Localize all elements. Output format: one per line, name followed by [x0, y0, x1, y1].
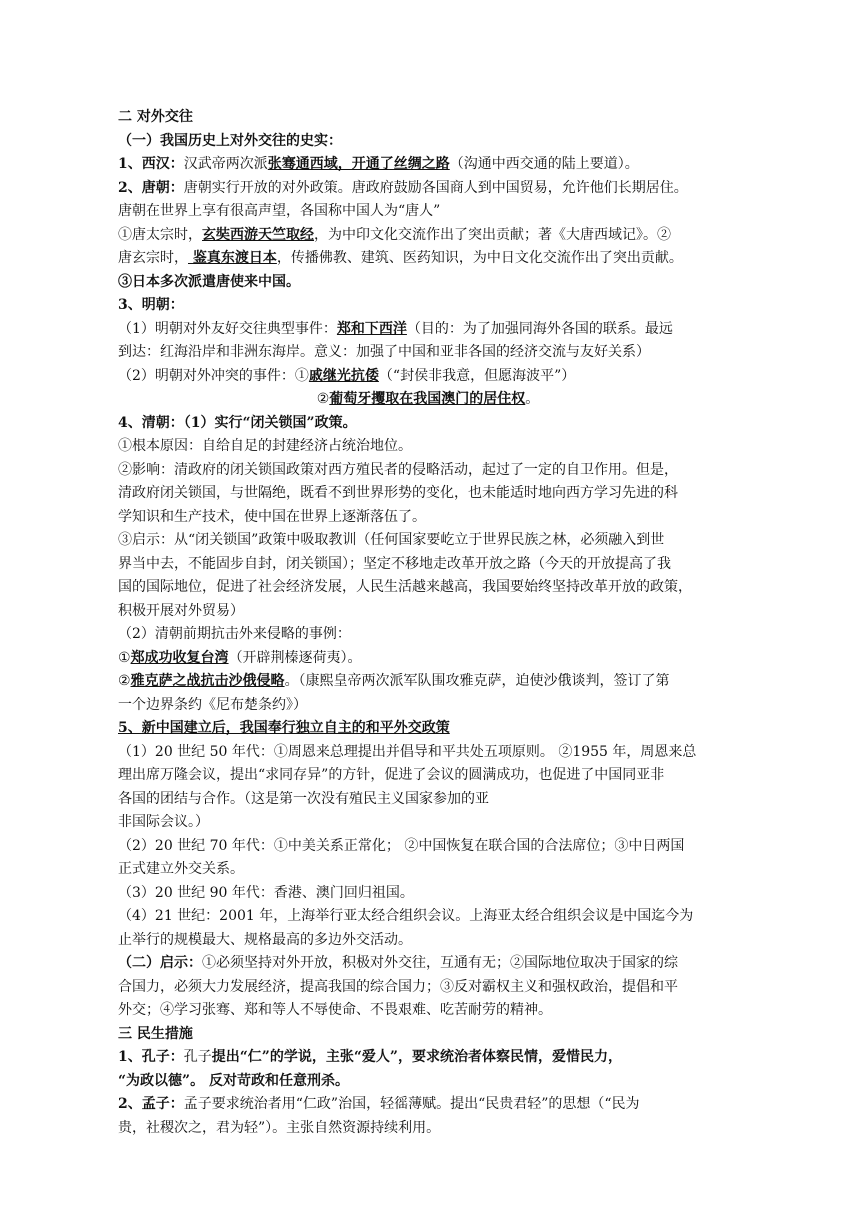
keyword-qi-jiguang: 戚继光抗倭	[308, 367, 379, 384]
text: （2）明朝对外冲突的事件：①	[118, 367, 309, 384]
paragraph-enlightenment	[118, 952, 738, 976]
text-line: 到达：红海沿岸和非洲东海岸。意义：加强了中国和亚非各国的经济交流与友好关系）	[118, 344, 650, 360]
text: 提出“仁”的学说，主张“爱人”，要求统治者体察民情，爱惜民力，	[211, 1049, 622, 1065]
keyword-zhang-qian: 张骞通西域，开通了丝绸之路	[267, 156, 450, 172]
text-line: 一个边界条约《尼布楚条约》）	[118, 696, 307, 713]
keyword-xuanzang: 玄奘西游天竺取经	[202, 226, 314, 243]
text-line: 积极开展对外贸易）	[118, 602, 244, 619]
text-line: ③启示：从“闭关锁国”政策中吸取教训（任何国家要屹立于世界民族之林，必须融入到世	[118, 532, 665, 548]
text: （沟通中西交通的陆上要道）。	[449, 156, 639, 172]
keyword-zheng-he: 郑和下西洋	[336, 320, 407, 337]
text-line: 合国力，必须大力发展经济，提高我国的综合国力；③反对霸权主义和强权政治，提倡和平	[118, 978, 678, 995]
text-line: 唐朝在世界上享有很高声望，各国称中国人为“唐人”	[118, 203, 441, 219]
heading-new-china: 5、新中国建立后，我国奉行独立自主的和平外交政策	[118, 720, 450, 736]
text-line: 清政府闭关锁国，与世隔绝，既看不到世界形势的变化，也未能适时地向西方学习先进的科	[118, 485, 678, 501]
text-line: ③日本多次派遣唐使来中国。	[118, 273, 300, 290]
text-line: （3）20 世纪 90 年代：香港、澳门回归祖国。	[118, 884, 414, 901]
text: 唐朝实行开放的对外政策。唐政府鼓励各国商人到中国贸易，允许他们长期居住。	[183, 179, 688, 196]
keyword-zheng-chenggong: 郑成功收复台湾	[130, 649, 229, 666]
text-line: 各国的团结与合作。（这是第一次没有殖民主义国家参加的亚	[118, 790, 489, 807]
text: 孟子要求统治者用“仁政”治国，轻徭薄赋。提出“民贵君轻”的思想（“民为	[183, 1096, 640, 1112]
text-line	[118, 647, 738, 671]
text: 唐玄宗时，	[118, 250, 188, 266]
text: （开辟荆榛逐荷夷）。	[228, 649, 362, 666]
text: ，传播佛教、建筑、医药知识，为中日文化交流作出了突出贡献。	[276, 250, 683, 266]
text-line: ②影响：清政府的闭关锁国政策对西方殖民者的侵略活动，起过了一定的自卫作用。但是，	[118, 461, 678, 478]
text: 。（康熙皇帝两次派军队围攻雅克萨，迫使沙俄谈判，签订了第	[284, 673, 670, 689]
text: （目的：为了加强同海外各国的联系。最远	[406, 320, 673, 337]
section-title-foreign-relations: 二 对外交往	[118, 109, 193, 125]
paragraph-mencius	[118, 1093, 738, 1117]
text: 孔子	[183, 1049, 212, 1065]
text-line: ①根本原因：自给自足的封建经济占统治地位。	[118, 438, 412, 454]
text-line	[118, 247, 738, 271]
text: ②	[316, 391, 330, 407]
keyword-jianzhen: 鉴真东渡日本	[188, 250, 277, 266]
text-line: 正式建立外交关系。	[118, 861, 244, 877]
text-line: （2）清朝前期抗击外来侵略的事例：	[118, 626, 351, 642]
text-line: 国的国际地位，促进了社会经济发展，人民生活越来越高，我国要始终坚持改革开放的政策，	[118, 579, 692, 595]
text-line	[118, 318, 738, 342]
paragraph-tang	[118, 177, 738, 201]
heading-mencius: 2、孟子：	[118, 1096, 184, 1112]
text-line: 理出席万隆会议，提出“求同存异”的方针，促进了会议的圆满成功，也促进了中国同亚非	[118, 767, 665, 783]
section-title-livelihood: 三 民生措施	[118, 1025, 193, 1042]
text: 汉武帝两次派	[183, 156, 268, 172]
text: （“封侯非我意，但愿海波平”）	[378, 367, 576, 384]
subsection-title-history: （一）我国历史上对外交往的史实：	[118, 132, 342, 149]
text: ，为中印文化交流作出了突出贡献；著《大唐西域记》。②	[314, 226, 671, 243]
heading-confucius: 1、孔子：	[118, 1049, 184, 1065]
heading-ming: 3、明朝：	[118, 297, 184, 313]
text-line: 止举行的规模最大、规格最高的多边外交活动。	[118, 931, 412, 948]
subheading-closed-door: （1）实行“闭关锁国”政策。	[183, 414, 357, 431]
heading-western-han: 1、西汉：	[118, 156, 184, 172]
text: ②	[118, 673, 131, 689]
text: ①	[118, 649, 131, 666]
text-line: 贵，社稷次之，君为轻”）。主张自然资源持续利用。	[118, 1119, 441, 1136]
text-line	[118, 365, 738, 389]
text-line	[118, 670, 738, 694]
text-line: （2）20 世纪 70 年代：①中美关系正常化； ②中国恢复在联合国的合法席位；③中日两国	[118, 837, 685, 854]
keyword-macau: 葡萄牙攫取在我国澳门的居住权	[329, 391, 526, 407]
heading-tang: 2、唐朝：	[118, 179, 184, 196]
text-line: （1）20 世纪 50 年代：①周恩来总理提出并倡导和平共处五项原则。 ②1955 年，周恩来总	[118, 743, 697, 760]
paragraph-qing	[118, 412, 738, 436]
text-line: 学知识和生产技术，使中国在世界上逐渐落伍了。	[118, 508, 426, 525]
text-line: “为政以德”。 反对苛政和任意刑杀。	[118, 1072, 349, 1089]
document-body	[118, 106, 738, 1140]
text: （1）明朝对外友好交往典型事件：	[118, 320, 337, 337]
text-line: 非国际会议。）	[118, 814, 209, 830]
text: ①唐太宗时，	[118, 226, 202, 243]
paragraph-western-han	[118, 153, 738, 177]
heading-qing: 4、清朝：	[118, 414, 184, 431]
text-line	[118, 224, 738, 248]
text-line: 界当中去，不能固步自封，闭关锁国）；坚定不移地走改革开放之路（今天的开放提高了我	[118, 555, 671, 572]
keyword-yaksa: 雅克萨之战抗击沙俄侵略	[130, 673, 285, 689]
text: ①必须坚持对外开放，积极对外交往，互通有无；②国际地位取决于国家的综	[202, 955, 678, 971]
text-line: （4）21 世纪：2001 年，上海举行亚太经合组织会议。上海亚太经合组织会议是中国迄今为	[118, 908, 694, 924]
text: 。	[525, 391, 540, 407]
heading-enlightenment: （二）启示：	[118, 955, 202, 971]
text-line: 外交；④学习张骞、郑和等人不辱使命、不畏艰难、吃苦耐劳的精神。	[118, 1002, 552, 1018]
paragraph-confucius	[118, 1046, 738, 1070]
text-line	[118, 388, 738, 412]
